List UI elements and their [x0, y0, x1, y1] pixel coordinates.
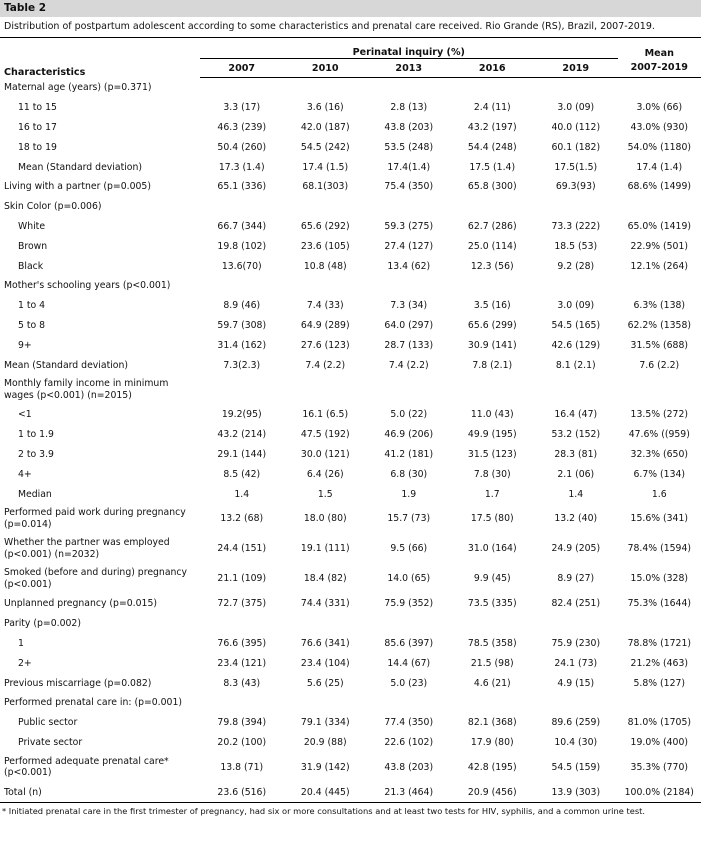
value-cell: 54.5 (242)	[300, 141, 350, 153]
value-cell	[534, 197, 618, 217]
row-label: Total (n)	[0, 782, 200, 802]
table-row	[0, 752, 701, 782]
value-cell: 20.9 (456)	[451, 782, 535, 802]
value-cell	[451, 276, 535, 296]
value-cell	[200, 614, 284, 634]
mean-cell: 6.3% (138)	[633, 300, 686, 312]
value-cell: 30.9 (141)	[467, 339, 517, 351]
value-cell: 7.3 (34)	[390, 300, 428, 312]
value-cell: 8.5 (42)	[223, 468, 261, 480]
value-cell: 65.8 (300)	[467, 181, 517, 193]
value-cell: 17.5(1.5)	[554, 161, 598, 173]
mean-cell: 100.0% (2184)	[618, 782, 701, 802]
mean-header: Mean	[644, 47, 674, 59]
value-cell	[451, 375, 535, 405]
mean-cell: 3.0% (66)	[636, 102, 683, 114]
value-cell: 76.6 (341)	[300, 637, 350, 649]
table-label: Table 2	[0, 0, 701, 17]
table-row	[0, 713, 701, 733]
value-cell: 9.9 (45)	[473, 573, 511, 585]
value-cell: 25.0 (114)	[467, 240, 517, 252]
value-cell: 7.4 (2.2)	[388, 359, 429, 371]
value-cell: 27.4 (127)	[384, 240, 434, 252]
value-cell: 24.4 (151)	[217, 543, 267, 555]
year-header: 2016	[451, 59, 535, 78]
value-cell: 77.4 (350)	[384, 717, 434, 729]
table-row	[0, 236, 701, 256]
value-cell: 20.2 (100)	[217, 736, 267, 748]
row-label: Unplanned pregnancy (p=0.015)	[4, 598, 157, 610]
value-cell: 42.0 (187)	[300, 121, 350, 133]
value-cell: 5.6 (25)	[306, 677, 344, 689]
row-label: Brown	[18, 240, 48, 252]
value-cell: 65.6 (299)	[467, 319, 517, 331]
value-cell: 27.6 (123)	[300, 339, 350, 351]
row-label: Previous miscarriage (p=0.082)	[4, 677, 152, 689]
mean-cell	[618, 276, 701, 296]
characteristics-header: Characteristics	[4, 66, 86, 78]
value-cell: 54.4 (248)	[467, 141, 517, 153]
value-cell: 31.4 (162)	[217, 339, 267, 351]
value-cell: 4.6 (21)	[473, 677, 511, 689]
table-footnote: * Initiated prenatal care in the first trimester of pregnancy, had six or more consultations and at least two tests for HIV, syphilis, and a common urine test.	[2, 806, 646, 817]
value-cell: 17.5 (80)	[470, 513, 514, 525]
value-cell: 43.2 (197)	[467, 121, 517, 133]
value-cell	[200, 693, 284, 713]
value-cell: 2.4 (11)	[473, 102, 511, 114]
row-label: Mother's schooling years (p<0.001)	[4, 280, 171, 292]
value-cell: 13.9 (303)	[534, 782, 618, 802]
mean-cell: 7.6 (2.2)	[639, 359, 680, 371]
value-cell: 82.1 (368)	[467, 717, 517, 729]
value-cell: 21.5 (98)	[470, 657, 514, 669]
value-cell: 6.4 (26)	[306, 468, 344, 480]
value-cell: 1.4	[234, 488, 250, 500]
value-cell: 31.5 (123)	[467, 448, 517, 460]
value-cell	[284, 375, 368, 405]
table-row	[0, 256, 701, 276]
table-row	[0, 78, 701, 98]
value-cell: 17.4 (1.5)	[302, 161, 349, 173]
value-cell: 31.9 (142)	[300, 761, 350, 773]
table-row	[0, 316, 701, 336]
mean-cell: 65.0% (1419)	[627, 220, 691, 232]
mean-cell: 12.1% (264)	[630, 260, 689, 272]
value-cell: 7.4 (2.2)	[305, 359, 346, 371]
value-cell: 54.5 (159)	[551, 761, 601, 773]
value-cell: 9.5 (66)	[390, 543, 428, 555]
value-cell: 42.8 (195)	[467, 761, 517, 773]
row-label: Living with a partner (p=0.005)	[4, 181, 151, 193]
table-row	[0, 118, 701, 138]
table-row	[0, 157, 701, 177]
value-cell: 23.4 (104)	[300, 657, 350, 669]
value-cell	[534, 78, 618, 98]
value-cell: 16.1 (6.5)	[302, 409, 349, 421]
row-label: Black	[18, 260, 44, 272]
mean-cell: 54.0% (1180)	[627, 141, 691, 153]
mean-cell: 43.0% (930)	[630, 121, 689, 133]
table-row	[0, 197, 701, 217]
value-cell: 8.3 (43)	[223, 677, 261, 689]
year-header: 2019	[534, 59, 618, 78]
value-cell: 3.0 (09)	[557, 102, 595, 114]
row-label: Private sector	[18, 736, 83, 748]
value-cell: 31.0 (164)	[467, 543, 517, 555]
mean-cell: 5.8% (127)	[633, 677, 686, 689]
table-row	[0, 534, 701, 564]
row-label: Skin Color (p=0.006)	[4, 201, 102, 213]
value-cell: 6.8 (30)	[390, 468, 428, 480]
row-label: Median	[18, 488, 52, 500]
value-cell: 73.5 (335)	[467, 598, 517, 610]
year-header: 2007	[200, 59, 284, 78]
value-cell: 13.6(70)	[221, 260, 262, 272]
value-cell: 13.4 (62)	[387, 260, 431, 272]
table-row	[0, 375, 701, 405]
mean-cell: 32.3% (650)	[630, 448, 689, 460]
value-cell: 8.9 (46)	[223, 300, 261, 312]
value-cell	[200, 78, 284, 98]
mean-cell	[618, 78, 701, 98]
value-cell: 43.8 (203)	[384, 761, 434, 773]
row-label: Mean (Standard deviation)	[18, 161, 143, 173]
value-cell: 42.6 (129)	[551, 339, 601, 351]
value-cell: 17.3 (1.4)	[218, 161, 265, 173]
value-cell: 20.9 (88)	[303, 736, 347, 748]
value-cell: 10.8 (48)	[303, 260, 347, 272]
value-cell: 7.8 (30)	[473, 468, 511, 480]
value-cell: 14.0 (65)	[387, 573, 431, 585]
value-cell: 29.1 (144)	[217, 448, 267, 460]
value-cell	[451, 78, 535, 98]
mean-cell: 31.5% (688)	[630, 339, 689, 351]
value-cell: 5.0 (23)	[390, 677, 428, 689]
row-label: Monthly family income in minimum wages (p<0.001) (n=2015)	[4, 378, 169, 401]
value-cell: 8.9 (27)	[557, 573, 595, 585]
value-cell: 50.4 (260)	[217, 141, 267, 153]
value-cell: 1.4	[568, 488, 584, 500]
row-label: 16 to 17	[18, 121, 57, 133]
value-cell	[367, 276, 451, 296]
value-cell: 30.0 (121)	[300, 448, 350, 460]
value-cell: 13.2 (68)	[220, 513, 264, 525]
value-cell: 14.4 (67)	[387, 657, 431, 669]
table-row	[0, 653, 701, 673]
value-cell	[284, 693, 368, 713]
value-cell: 53.2 (152)	[551, 429, 601, 441]
value-cell: 54.5 (165)	[551, 319, 601, 331]
mean-cell: 35.3% (770)	[630, 761, 689, 773]
table-row	[0, 405, 701, 425]
value-cell: 1.7	[484, 488, 500, 500]
mean-cell: 6.7% (134)	[633, 468, 686, 480]
table-row	[0, 217, 701, 237]
value-cell: 8.1 (2.1)	[555, 359, 596, 371]
value-cell	[367, 197, 451, 217]
value-cell	[284, 276, 368, 296]
value-cell: 64.9 (289)	[300, 319, 350, 331]
value-cell: 7.8 (2.1)	[472, 359, 513, 371]
row-label: 2+	[18, 657, 32, 669]
row-label: 2 to 3.9	[18, 448, 54, 460]
table-caption: Distribution of postpartum adolescent according to some characteristics and prenatal care received. Rio Grande (RS), Brazil, 2007-2019.	[0, 17, 701, 38]
value-cell: 3.5 (16)	[473, 300, 511, 312]
row-label: Performed prenatal care in: (p=0.001)	[4, 697, 183, 709]
table-row	[0, 673, 701, 693]
year-header: 2013	[367, 59, 451, 78]
mean-cell: 62.2% (1358)	[627, 319, 691, 331]
value-cell: 19.2(95)	[221, 409, 262, 421]
value-cell: 89.6 (259)	[551, 717, 601, 729]
value-cell	[534, 375, 618, 405]
value-cell	[284, 197, 368, 217]
value-cell: 66.7 (344)	[217, 220, 267, 232]
value-cell: 19.8 (102)	[217, 240, 267, 252]
row-label: Public sector	[18, 717, 78, 729]
value-cell: 79.8 (394)	[217, 717, 267, 729]
value-cell: 46.9 (206)	[384, 429, 434, 441]
value-cell: 65.1 (336)	[217, 181, 267, 193]
value-cell: 85.6 (397)	[384, 637, 434, 649]
value-cell: 40.0 (112)	[551, 121, 601, 133]
value-cell: 46.3 (239)	[217, 121, 267, 133]
value-cell: 53.5 (248)	[384, 141, 434, 153]
value-cell: 24.9 (205)	[551, 543, 601, 555]
value-cell: 17.4(1.4)	[387, 161, 431, 173]
mean-cell: 21.2% (463)	[630, 657, 689, 669]
value-cell	[284, 614, 368, 634]
value-cell: 28.3 (81)	[554, 448, 598, 460]
value-cell: 69.3(93)	[555, 181, 596, 193]
table-body	[0, 78, 701, 803]
mean-cell: 78.8% (1721)	[627, 637, 691, 649]
row-label: 9+	[18, 339, 32, 351]
value-cell: 3.0 (09)	[557, 300, 595, 312]
row-label: White	[18, 220, 46, 232]
mean-cell	[618, 693, 701, 713]
value-cell: 75.9 (352)	[384, 598, 434, 610]
row-label: 1 to 4	[18, 300, 46, 312]
value-cell: 60.1 (182)	[551, 141, 601, 153]
value-cell	[367, 614, 451, 634]
table-row	[0, 355, 701, 375]
table-row	[0, 693, 701, 713]
value-cell: 12.3 (56)	[470, 260, 514, 272]
value-cell: 19.1 (111)	[300, 543, 350, 555]
value-cell: 72.7 (375)	[217, 598, 267, 610]
value-cell	[451, 197, 535, 217]
value-cell: 16.4 (47)	[554, 409, 598, 421]
table-row	[0, 634, 701, 654]
value-cell: 41.2 (181)	[384, 448, 434, 460]
row-label: 11 to 15	[18, 102, 57, 114]
table-row	[0, 464, 701, 484]
mean-cell: 1.6	[651, 488, 667, 500]
mean-cell: 17.4 (1.4)	[636, 161, 683, 173]
value-cell	[534, 693, 618, 713]
value-cell	[451, 614, 535, 634]
value-cell: 75.4 (350)	[384, 181, 434, 193]
value-cell: 68.1(303)	[302, 181, 349, 193]
value-cell	[367, 693, 451, 713]
row-label: <1	[18, 409, 32, 421]
row-label: Maternal age (years) (p=0.371)	[4, 82, 152, 94]
value-cell: 17.9 (80)	[470, 736, 514, 748]
mean-cell: 22.9% (501)	[630, 240, 689, 252]
value-cell: 21.3 (464)	[367, 782, 451, 802]
mean-cell: 13.5% (272)	[630, 409, 689, 421]
value-cell: 49.9 (195)	[467, 429, 517, 441]
mean-cell: 81.0% (1705)	[627, 717, 691, 729]
value-cell: 62.7 (286)	[467, 220, 517, 232]
table-row	[0, 137, 701, 157]
value-cell: 28.7 (133)	[384, 339, 434, 351]
table-row	[0, 296, 701, 316]
header-row-1	[0, 38, 701, 59]
mean-cell: 19.0% (400)	[630, 736, 689, 748]
row-label: Performed paid work during pregnancy (p=0.014)	[4, 507, 186, 530]
value-cell: 47.5 (192)	[300, 429, 350, 441]
mean-cell	[618, 614, 701, 634]
value-cell: 74.4 (331)	[300, 598, 350, 610]
value-cell: 17.5 (1.4)	[469, 161, 516, 173]
value-cell	[200, 276, 284, 296]
value-cell: 23.4 (121)	[217, 657, 267, 669]
value-cell: 2.8 (13)	[390, 102, 428, 114]
row-label: 1	[18, 637, 24, 649]
value-cell: 76.6 (395)	[217, 637, 267, 649]
mean-cell: 75.3% (1644)	[627, 598, 691, 610]
row-label: 18 to 19	[18, 141, 57, 153]
value-cell: 3.6 (16)	[306, 102, 344, 114]
value-cell	[534, 614, 618, 634]
row-label: 1 to 1.9	[18, 429, 54, 441]
value-cell: 18.0 (80)	[303, 513, 347, 525]
value-cell	[284, 78, 368, 98]
row-label: Parity (p=0.002)	[4, 618, 81, 630]
value-cell: 3.3 (17)	[223, 102, 261, 114]
value-cell: 64.0 (297)	[384, 319, 434, 331]
value-cell: 1.5	[317, 488, 333, 500]
value-cell: 18.5 (53)	[554, 240, 598, 252]
mean-cell: 47.6% ((959)	[628, 429, 690, 441]
table-row	[0, 335, 701, 355]
value-cell	[451, 693, 535, 713]
table-row	[0, 276, 701, 296]
perinatal-inquiry-header: Perinatal inquiry (%)	[200, 38, 618, 59]
mean-period-header: 2007-2019	[618, 59, 701, 78]
year-header: 2010	[284, 59, 368, 78]
table-row	[0, 425, 701, 445]
row-label: Smoked (before and during) pregnancy (p<0.001)	[4, 567, 188, 590]
row-label: Mean (Standard deviation)	[4, 359, 129, 371]
value-cell: 13.8 (71)	[220, 761, 264, 773]
value-cell: 65.6 (292)	[300, 220, 350, 232]
value-cell: 43.2 (214)	[217, 429, 267, 441]
mean-cell	[618, 197, 701, 217]
value-cell: 82.4 (251)	[551, 598, 601, 610]
data-table	[0, 38, 701, 803]
value-cell: 23.6 (105)	[300, 240, 350, 252]
value-cell: 59.3 (275)	[384, 220, 434, 232]
value-cell	[367, 375, 451, 405]
value-cell: 1.9	[401, 488, 417, 500]
value-cell: 59.7 (308)	[217, 319, 267, 331]
table-row	[0, 445, 701, 465]
value-cell	[534, 276, 618, 296]
mean-cell: 15.6% (341)	[630, 513, 689, 525]
table-row	[0, 614, 701, 634]
value-cell: 20.4 (445)	[284, 782, 368, 802]
value-cell: 23.6 (516)	[200, 782, 284, 802]
table-row	[0, 504, 701, 534]
value-cell: 15.7 (73)	[387, 513, 431, 525]
mean-cell: 78.4% (1594)	[627, 543, 691, 555]
mean-cell	[618, 375, 701, 405]
value-cell	[200, 197, 284, 217]
table-row	[0, 564, 701, 594]
value-cell: 5.0 (22)	[390, 409, 428, 421]
table-row	[0, 733, 701, 753]
table-row	[0, 594, 701, 614]
table-row	[0, 177, 701, 197]
table-row	[0, 782, 701, 802]
value-cell: 13.2 (40)	[554, 513, 598, 525]
value-cell: 78.5 (358)	[467, 637, 517, 649]
value-cell	[367, 78, 451, 98]
value-cell: 21.1 (109)	[217, 573, 267, 585]
value-cell: 4.9 (15)	[557, 677, 595, 689]
value-cell: 18.4 (82)	[303, 573, 347, 585]
mean-cell: 68.6% (1499)	[627, 181, 691, 193]
value-cell: 22.6 (102)	[384, 736, 434, 748]
value-cell: 9.2 (28)	[557, 260, 595, 272]
value-cell: 10.4 (30)	[554, 736, 598, 748]
value-cell: 7.4 (33)	[306, 300, 344, 312]
table-row	[0, 98, 701, 118]
row-label: 4+	[18, 468, 32, 480]
value-cell: 7.3(2.3)	[223, 359, 261, 371]
value-cell: 73.3 (222)	[551, 220, 601, 232]
row-label: Whether the partner was employed (p<0.001) (n=2032)	[4, 537, 170, 560]
value-cell	[200, 375, 284, 405]
value-cell: 79.1 (334)	[300, 717, 350, 729]
row-label: Performed adequate prenatal care* (p<0.001)	[4, 755, 169, 779]
value-cell: 43.8 (203)	[384, 121, 434, 133]
value-cell: 24.1 (73)	[554, 657, 598, 669]
table-row	[0, 484, 701, 504]
row-label: 5 to 8	[18, 319, 46, 331]
value-cell: 2.1 (06)	[557, 468, 595, 480]
mean-cell: 15.0% (328)	[630, 573, 689, 585]
value-cell: 75.9 (230)	[551, 637, 601, 649]
value-cell: 11.0 (43)	[470, 409, 514, 421]
